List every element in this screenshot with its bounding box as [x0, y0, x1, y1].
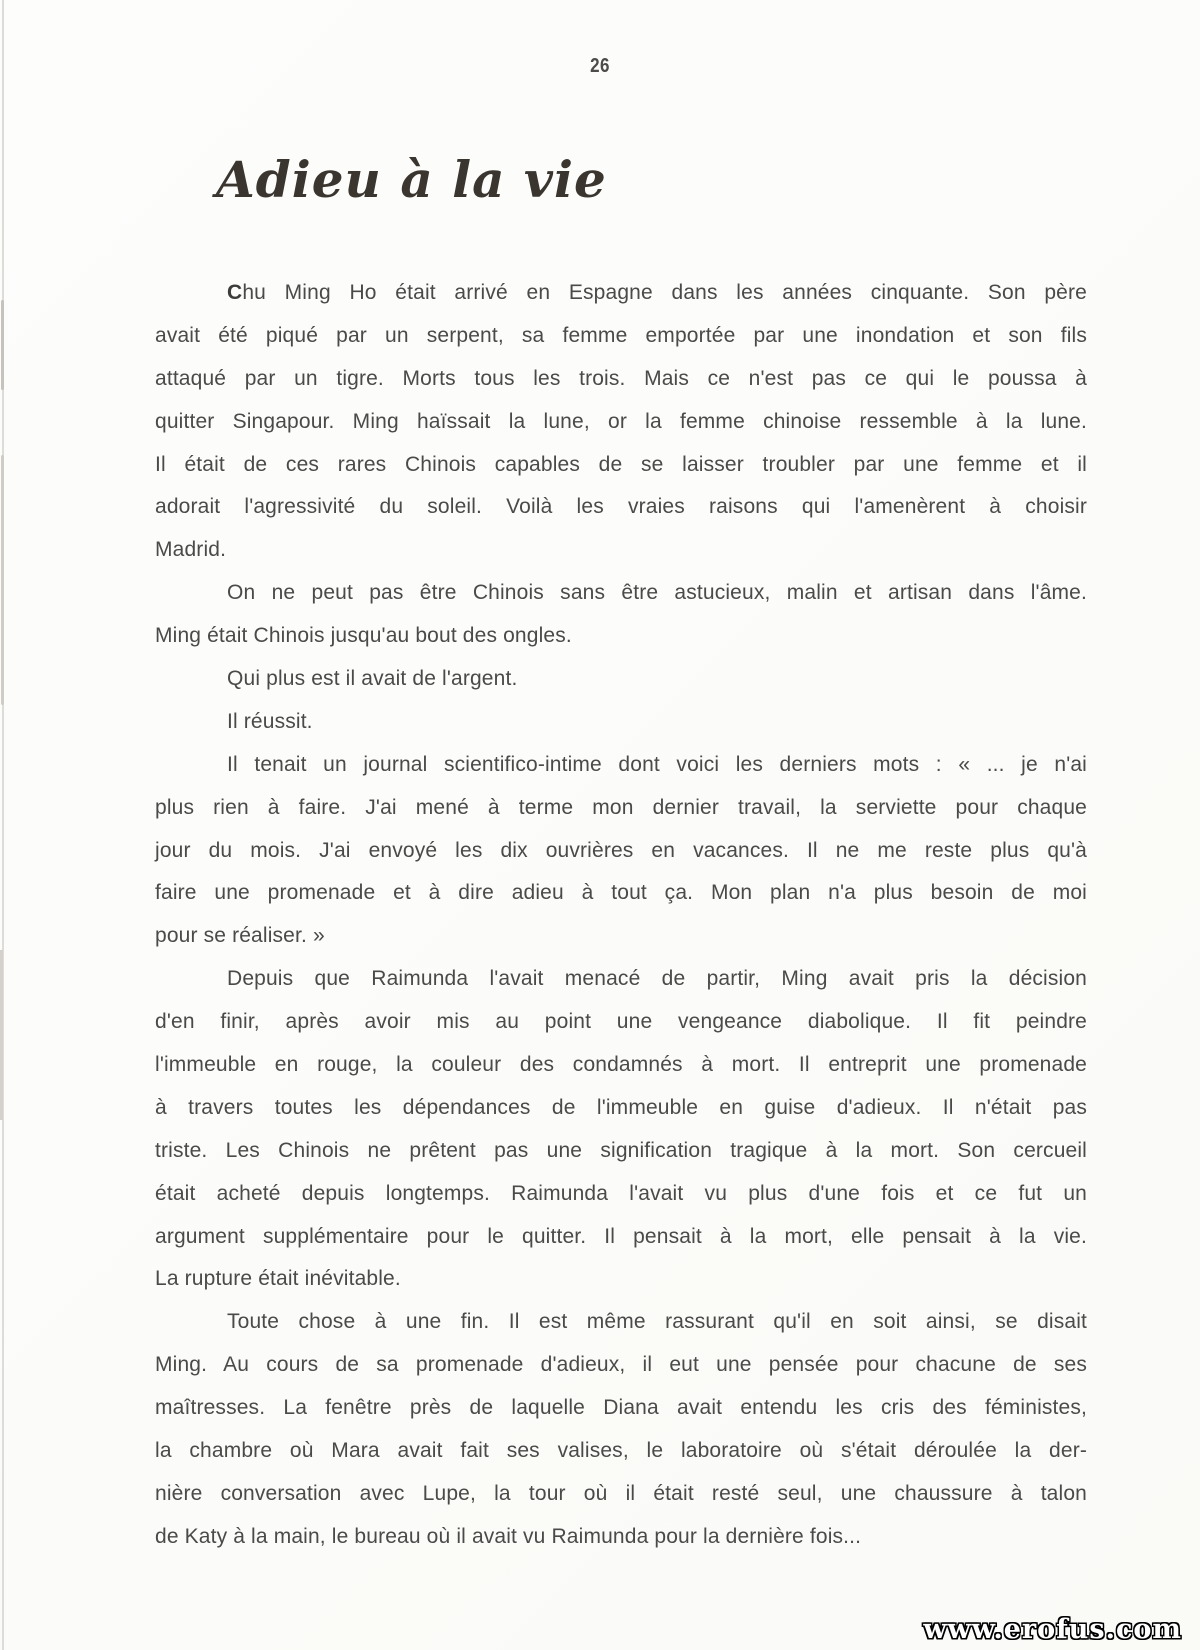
story-text	[155, 272, 1087, 1559]
text-line: Chu Ming Ho était arrivé en Espagne dans les années cinquante. Son père	[227, 281, 1087, 304]
text-line: était acheté depuis longtemps. Raimunda l'avait vu plus d'une fois et ce fut un	[155, 1181, 1087, 1205]
text-line: à travers toutes les dépendances de l'immeuble en guise d'adieux. Il n'était pas	[155, 1095, 1087, 1119]
scan-artifact-line	[1, 455, 4, 705]
text-line: attaqué par un tigre. Morts tous les trois. Mais ce n'est pas ce qui le poussa à	[155, 366, 1087, 390]
scan-artifact-line	[0, 950, 3, 1120]
text-line: Ming. Au cours de sa promenade d'adieux, il eut une pensée pour chacune de ses	[155, 1353, 1087, 1377]
text-line: Depuis que Raimunda l'avait menacé de partir, Ming avait pris la décision	[227, 967, 1087, 991]
text-line: avait été piqué par un serpent, sa femme emportée par une inondation et son fils	[155, 323, 1087, 347]
text-line: la chambre où Mara avait fait ses valises, le laboratoire où s'était déroulée la der-	[155, 1439, 1087, 1463]
chapter-title: Adieu à la vie	[216, 150, 607, 209]
text-line: triste. Les Chinois ne prêtent pas une signification tragique à la mort. Son cercueil	[155, 1138, 1087, 1162]
text-line: argument supplémentaire pour le quitter. Il pensait à la mort, elle pensait à la vie.	[155, 1224, 1087, 1248]
text-line: jour du mois. J'ai envoyé les dix ouvrières en vacances. Il ne me reste plus qu'à	[155, 838, 1087, 862]
text-line: Madrid.	[155, 538, 227, 562]
lead-capital: C	[227, 281, 243, 304]
text-line: de Katy à la main, le bureau où il avait vu Raimunda pour la dernière fois...	[155, 1524, 862, 1548]
text-line: Qui plus est il avait de l'argent.	[227, 667, 518, 691]
scan-artifact-line	[1, 300, 4, 390]
text-line: nière conversation avec Lupe, la tour où il était resté seul, une chaussure à talon	[155, 1481, 1087, 1505]
text-line: d'en finir, après avoir mis au point une vengeance diabolique. Il fit peindre	[155, 1010, 1087, 1034]
watermark: www.erofus.com	[923, 1614, 1182, 1645]
text-line: plus rien à faire. J'ai mené à terme mon dernier travail, la serviette pour chaque	[155, 795, 1087, 819]
text-line: On ne peut pas être Chinois sans être astucieux, malin et artisan dans l'âme.	[227, 581, 1087, 605]
scan-artifact-line	[2, 0, 4, 1650]
text-line: Il était de ces rares Chinois capables de se laisser troubler par une femme et il	[155, 452, 1087, 476]
text-line: Ming était Chinois jusqu'au bout des ongles.	[155, 624, 572, 648]
text-line: Toute chose à une fin. Il est même rassurant qu'il en soit ainsi, se disait	[227, 1310, 1087, 1334]
text-line: pour se réaliser. »	[155, 924, 325, 948]
text-line: faire une promenade et à dire adieu à tout ça. Mon plan n'a plus besoin de moi	[155, 881, 1087, 905]
text-line: adorait l'agressivité du soleil. Voilà les vraies raisons qui l'amenèrent à choisir	[155, 495, 1087, 519]
text-line: quitter Singapour. Ming haïssait la lune, or la femme chinoise ressemble à la lune.	[155, 409, 1087, 433]
page-number: 26	[590, 55, 610, 77]
text-line: La rupture était inévitable.	[155, 1267, 401, 1291]
text-line: maîtresses. La fenêtre près de laquelle Diana avait entendu les cris des féministes,	[155, 1396, 1087, 1420]
text-line: l'immeuble en rouge, la couleur des condamnés à mort. Il entreprit une promenade	[155, 1053, 1087, 1077]
text-line: Il réussit.	[227, 709, 313, 733]
text-line: Il tenait un journal scientifico-intime dont voici les derniers mots : « ... je n'ai	[227, 752, 1087, 776]
